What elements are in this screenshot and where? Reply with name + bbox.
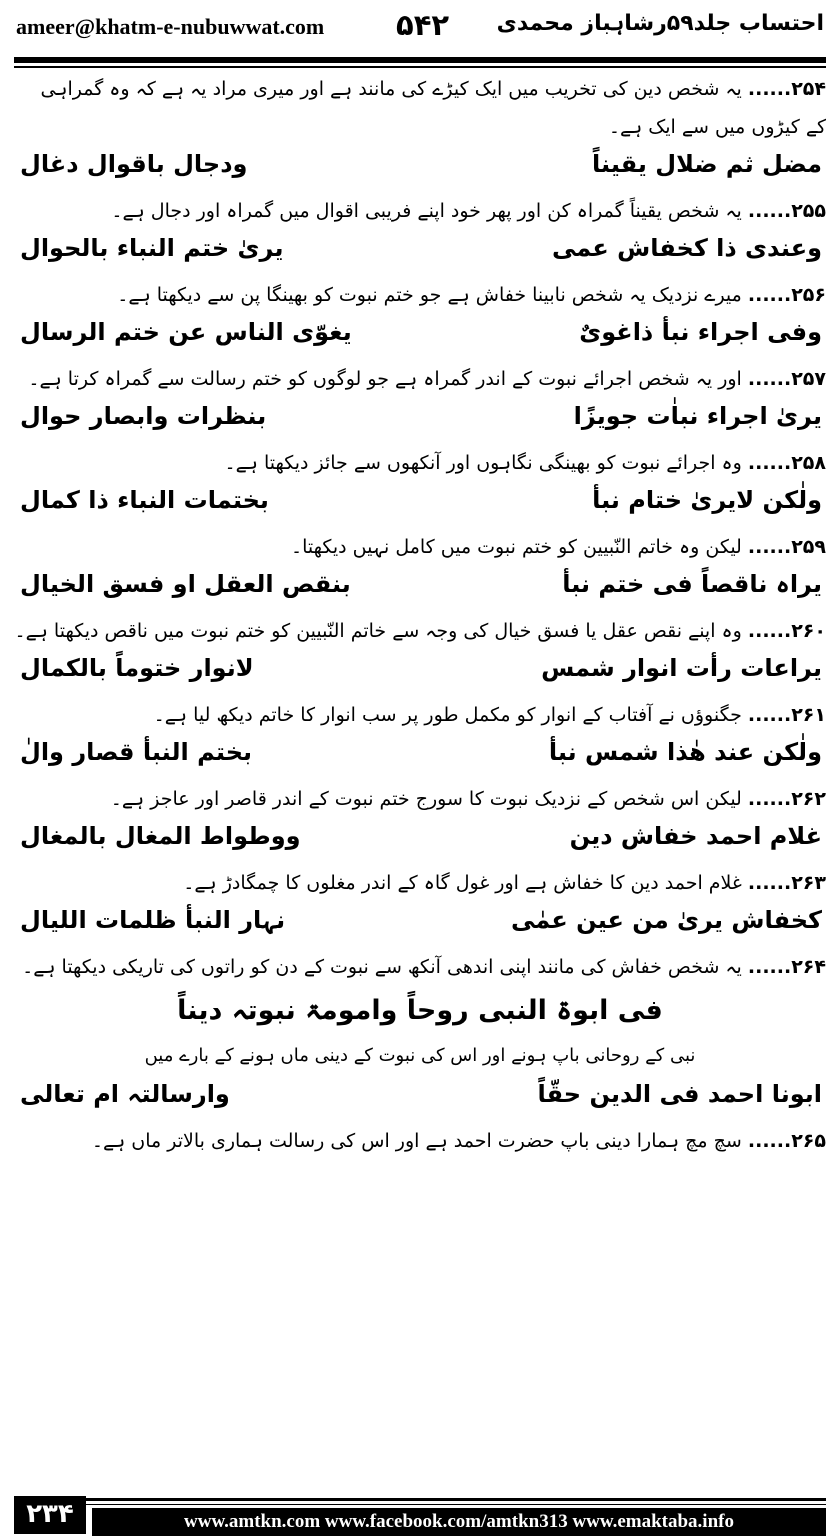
- translation-text: یہ شخص خفاش کی مانند اپنی اندھی آنکھ سے نبوت کے دن کو راتوں کی تاریکی دیکھتا ہے۔: [22, 956, 742, 978]
- hemistich-second: یغوّی الناس عن ختم الرسال: [20, 318, 352, 346]
- translation-line: [14, 696, 826, 734]
- footer-rule: [14, 1498, 826, 1501]
- verse-couplet: [14, 314, 826, 360]
- verse-couplet: [14, 230, 826, 276]
- footer-rule-thin: [14, 1504, 826, 1505]
- translation-text: وہ اپنے نقص عقل یا فسق خیال کی وجہ سے خاتم النّبیین کو ختم نبوت میں ناقص دیکھتا ہے۔: [14, 620, 742, 642]
- verse-number: ۲۵۵......: [747, 200, 826, 222]
- verse-number: ۲۵۴......: [747, 78, 826, 100]
- hemistich-second: بنظرات وابصار حوال: [20, 402, 267, 430]
- verse-number: ۲۵۷......: [747, 368, 826, 390]
- footer-page-number: ۲۳۴: [14, 1496, 86, 1534]
- verse-number: ۲۵۶......: [747, 284, 826, 306]
- hemistich-second: لانوار ختوماً بالکمال: [20, 654, 254, 682]
- hemistich-first: مضل ثم ضلال یقیناً: [592, 150, 822, 178]
- translation-text: یہ شخص دین کی تخریب میں ایک کیڑے کی مانند ہے اور میری مراد یہ ہے کہ وہ گمراہی: [40, 78, 742, 100]
- translation-text: غلام احمد دین کا خفاش ہے اور غول گاہ کے اندر مغلوں کا چمگادڑ ہے۔: [183, 872, 742, 894]
- translation-continuation: کے کیڑوں میں سے ایک ہے۔: [608, 116, 826, 138]
- verse-couplet: [14, 734, 826, 780]
- translation-line: [14, 528, 826, 566]
- hemistich-first: ابونا احمد فی الدین حقّاً: [537, 1080, 822, 1108]
- hemistich-first: کخفاش یریٰ من عین عمٰی: [510, 906, 822, 934]
- verse-number: ۲۶۲......: [747, 788, 826, 810]
- hemistich-second: ووطواط المغال بالمغال: [20, 822, 301, 850]
- translation-line: [14, 70, 826, 108]
- hemistich-second: یریٰ ختم النباء بالحوال: [20, 234, 284, 262]
- hemistich-first: ولٰکن لایریٰ ختام نبأ: [592, 486, 822, 514]
- translation-text: میرے نزدیک یہ شخص نابینا خفاش ہے جو ختم نبوت کو بھینگا پن سے دیکھتا ہے۔: [117, 284, 742, 306]
- verse-number: ۲۶۳......: [747, 872, 826, 894]
- translation-text: وہ اجرائے نبوت کو بھینگی نگاہوں اور آنکھوں سے جائز دیکھتا ہے۔: [224, 452, 742, 474]
- verse-couplet: [14, 902, 826, 948]
- hemistich-first: وفی اجراء نبأ ذاغویٌ: [579, 318, 822, 346]
- translation-text: سچ مچ ہمارا دینی باپ حضرت احمد ہے اور اس کی رسالت ہماری بالاتر ماں ہے۔: [91, 1130, 742, 1152]
- translation-text: یہ شخص یقیناً گمراہ کن اور پھر خود اپنے فریبی اقوال میں گمراہ اور دجال ہے۔: [111, 200, 742, 222]
- verse-number: ۲۶۱......: [747, 704, 826, 726]
- verse-number: ۲۵۸......: [747, 452, 826, 474]
- translation-text: لیکن اس شخص کے نزدیک نبوت کا سورج ختم نبوت کے اندر قاصر اور عاجز ہے۔: [110, 788, 742, 810]
- hemistich-second: بختمات النباء ذا کمال: [20, 486, 269, 514]
- header-page-number: ۵۴۲: [396, 8, 450, 42]
- header-rule-thick: [14, 57, 826, 63]
- translation-line: [14, 780, 826, 818]
- verse-couplet: [14, 146, 826, 192]
- translation-line: [14, 360, 826, 398]
- verse-couplet: [14, 650, 826, 696]
- hemistich-first: یراہ ناقصاً فی ختم نبأ: [562, 570, 822, 598]
- verse-couplet: [14, 1076, 826, 1122]
- hemistich-first: ولٰکن عند ھٰذا شمس نبأ: [548, 738, 822, 766]
- hemistich-second: ودجال باقوال دغال: [20, 150, 248, 178]
- verse-number: ۲۶۵......: [747, 1130, 826, 1152]
- verse-number: ۲۵۹......: [747, 536, 826, 558]
- verse-couplet: [14, 482, 826, 528]
- hemistich-second: نہار النبأ ظلمات اللیال: [20, 906, 286, 934]
- translation-line: [14, 1122, 826, 1160]
- verse-couplet: [14, 818, 826, 864]
- translation-text: جگنوؤں نے آفتاب کے انوار کو مکمل طور پر سب انوار کا خاتم دیکھ لیا ہے۔: [153, 704, 742, 726]
- verse-number: ۲۶۴......: [747, 956, 826, 978]
- verse-number: ۲۶۰......: [747, 620, 826, 642]
- translation-line: [14, 864, 826, 902]
- verse-couplet: [14, 398, 826, 444]
- translation-text: اور یہ شخص اجرائے نبوت کے اندر گمراہ ہے جو لوگوں کو ختم رسالت سے گمراہ کرتا ہے۔: [28, 368, 742, 390]
- translation-line: [14, 276, 826, 314]
- page-footer: [0, 1490, 840, 1540]
- translation-line: [14, 192, 826, 230]
- hemistich-first: غلام احمد خفاش دین: [569, 822, 822, 850]
- footer-links: www.amtkn.com www.facebook.com/amtkn313 www.emaktaba.info: [92, 1508, 826, 1536]
- page-header: [14, 6, 826, 50]
- hemistich-first: یراعات رأت انوار شمس: [541, 654, 822, 682]
- translation-line: [14, 948, 826, 986]
- translation-line: [14, 444, 826, 482]
- hemistich-second: بنقص العقل او فسق الخیال: [20, 570, 351, 598]
- hemistich-first: یریٰ اجراء نباٰت جویزًا: [573, 402, 822, 430]
- translation-line: [14, 612, 826, 650]
- hemistich-second: بختم النبأ قصار والٰ: [20, 738, 252, 766]
- verse-couplet: [14, 566, 826, 612]
- section-title: فی ابوۃ النبی روحاً وامومۃ نبوتہ دیناً: [177, 995, 663, 1026]
- page-body: [14, 70, 826, 1160]
- hemistich-second: وارسالتہ ام تعالی: [20, 1080, 230, 1108]
- translation-text: لیکن وہ خاتم النّبیین کو ختم نبوت میں کامل نہیں دیکھتا۔: [290, 536, 742, 558]
- section-subtitle: نبی کے روحانی باپ ہونے اور اس کی نبوت کے دینی ماں ہونے کے بارے میں: [144, 1045, 696, 1066]
- hemistich-first: وعندی ذا کخفاش عمی: [552, 234, 822, 262]
- header-title: احتساب جلد۵۹رشاہباز محمدی: [496, 11, 824, 36]
- header-email: ameer@khatm-e-nubuwwat.com: [16, 14, 325, 39]
- header-rule-thin: [14, 66, 826, 68]
